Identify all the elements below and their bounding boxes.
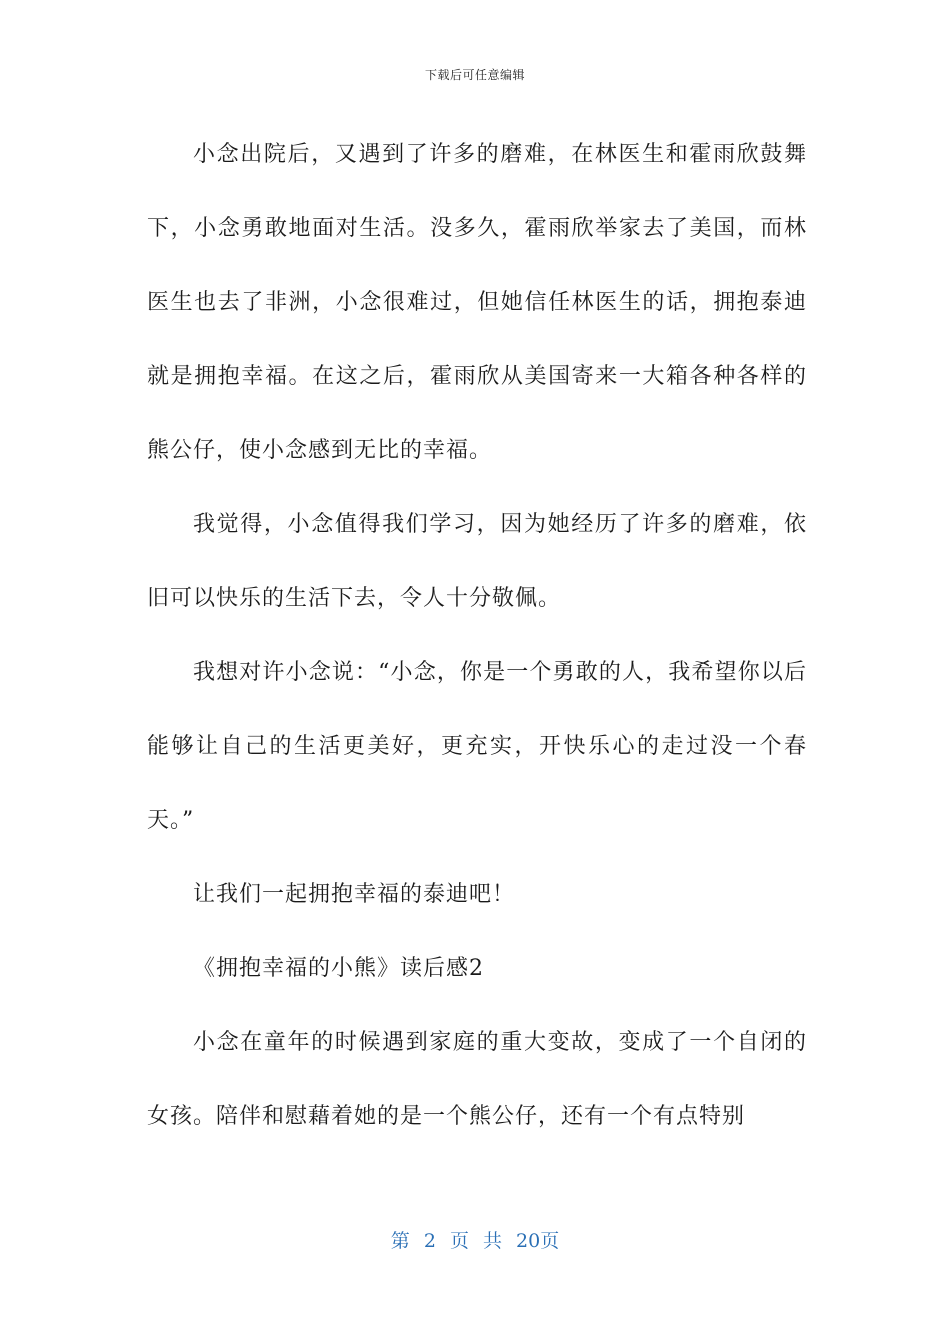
page-header: 下载后可任意编辑 — [424, 68, 525, 82]
paragraph: 让我们一起拥抱幸福的泰迪吧！ — [193, 882, 516, 907]
paragraph: 我想对许小念说：“小念，你是一个勇敢的人，我希望你以后能够让自己的生活更美好，更充实，开快乐心的走过没一个春天。” — [147, 660, 807, 833]
paragraph: 我觉得，小念值得我们学习，因为她经历了许多的磨难，依旧可以快乐的生活下去，令人十分敬佩。 — [147, 512, 807, 611]
document-body — [147, 118, 807, 1154]
section-title: 《拥抱幸福的小熊》读后感2 — [193, 956, 484, 981]
paragraph: 小念在童年的时候遇到家庭的重大变故，变成了一个自闭的女孩。陪伴和慰藉着她的是一个熊公仔，还有一个有点特别 — [147, 1030, 807, 1129]
page-number-footer: 第 2 页 共 20页 — [390, 1230, 560, 1252]
paragraph: 小念出院后，又遇到了许多的磨难，在林医生和霍雨欣鼓舞下，小念勇敢地面对生活。没多久，霍雨欣举家去了美国，而林医生也去了非洲，小念很难过，但她信任林医生的话，拥抱泰迪就是拥抱幸福。在这之后，霍雨欣从美国寄来一大箱各种各样的熊公仔，使小念感到无比的幸福。 — [147, 142, 807, 463]
